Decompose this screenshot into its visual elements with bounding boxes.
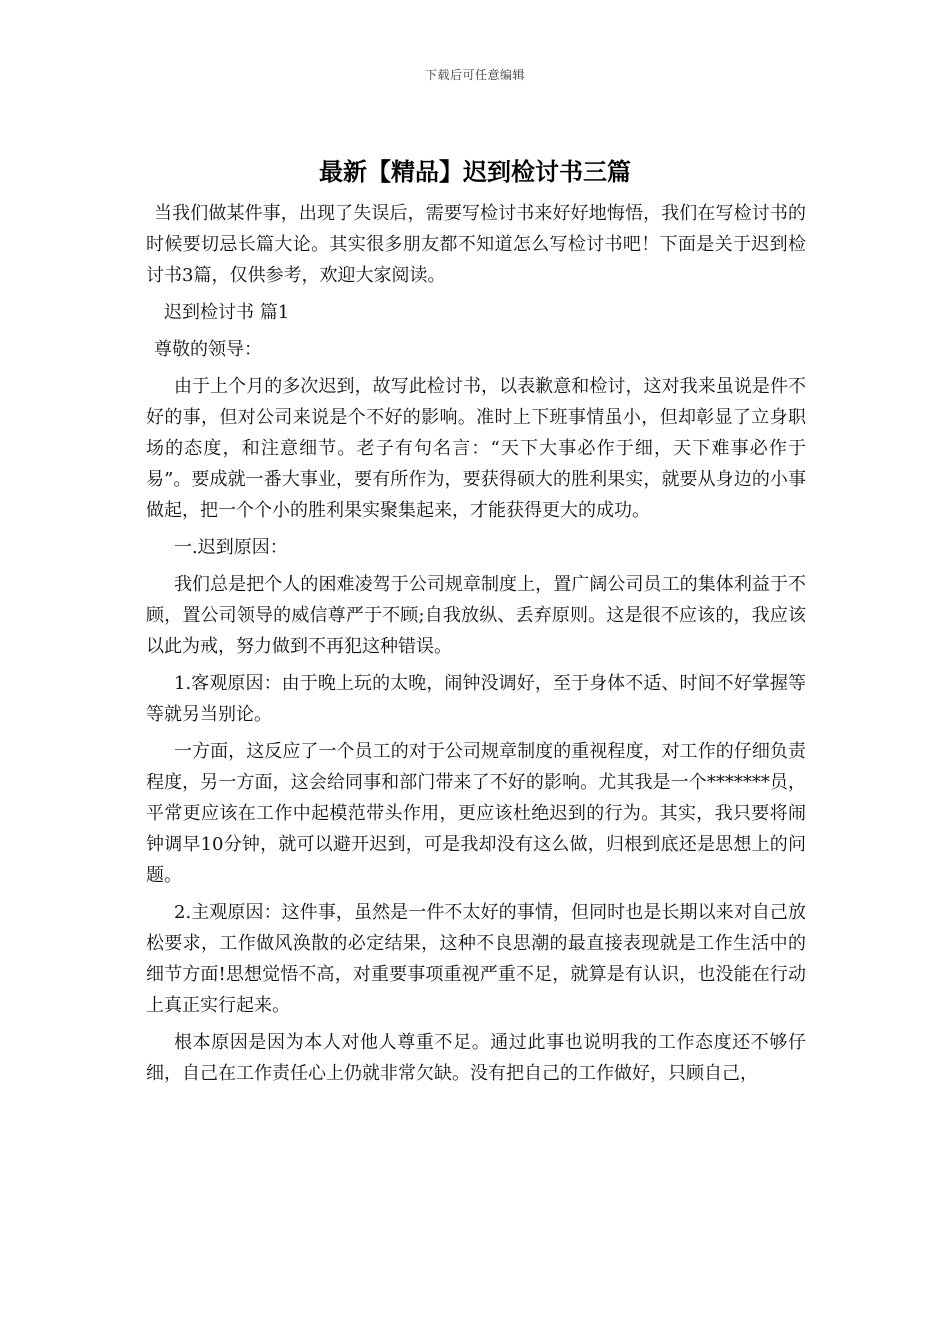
header-note: 下载后可任意编辑 bbox=[424, 68, 525, 82]
salutation: 尊敬的领导： bbox=[154, 339, 262, 360]
document-body bbox=[146, 198, 806, 1095]
body-paragraph: 根本原因是因为本人对他人尊重不足。通过此事也说明我的工作态度还不够仔细，自己在工作责任心上仍就非常欠缺。没有把自己的工作做好，只顾自己， bbox=[146, 1032, 806, 1084]
body-paragraph: 由于上个月的多次迟到，故写此检讨书，以表歉意和检讨，这对我来虽说是件不好的事，但对公司来说是个不好的影响。准时上下班事情虽小，但却彰显了立身职场的态度，和注意细节。老子有句名言：“天下大事必作于细，天下难事必作于易”。要成就一番大事业，要有所作为，要获得硕大的胜利果实，就要从身边的小事做起，把一个个小的胜利果实聚集起来，才能获得更大的成功。 bbox=[146, 376, 806, 521]
reason-heading: 一.迟到原因： bbox=[174, 537, 288, 558]
section-heading: 迟到检讨书 篇1 bbox=[164, 302, 290, 323]
body-paragraph: 一方面，这反应了一个员工的对于公司规章制度的重视程度，对工作的仔细负责程度，另一方面，这会给同事和部门带来了不好的影响。尤其我是一个*******员，平常更应该在工作中起模范带头作用，更应该杜绝迟到的行为。其实，我只要将闹钟调早10分钟，就可以避开迟到，可是我却没有这么做，归根到底还是思想上的问题。 bbox=[146, 741, 806, 886]
objective-reason-paragraph: 1.客观原因：由于晚上玩的太晚，闹钟没调好，至于身体不适、时间不好掌握等等就另当别论。 bbox=[146, 673, 806, 725]
body-paragraph: 我们总是把个人的困难凌驾于公司规章制度上，置广阔公司员工的集体利益于不顾，置公司领导的威信尊严于不顾;自我放纵、丢弃原则。这是很不应该的，我应该以此为戒，努力做到不再犯这种错误。 bbox=[146, 574, 806, 657]
intro-paragraph: 当我们做某件事，出现了失误后，需要写检讨书来好好地悔悟，我们在写检讨书的时候要切忌长篇大论。其实很多朋友都不知道怎么写检讨书吧！下面是关于迟到检讨书3篇，仅供参考，欢迎大家阅读。 bbox=[146, 203, 806, 286]
document-title: 最新【精品】迟到检讨书三篇 bbox=[319, 157, 631, 186]
subjective-reason-paragraph: 2.主观原因：这件事，虽然是一件不太好的事情，但同时也是长期以来对自己放松要求，工作做风涣散的必定结果，这种不良思潮的最直接表现就是工作生活中的细节方面!思想觉悟不高，对重要事项重视严重不足，就算是有认识，也没能在行动上真正实行起来。 bbox=[146, 902, 806, 1016]
